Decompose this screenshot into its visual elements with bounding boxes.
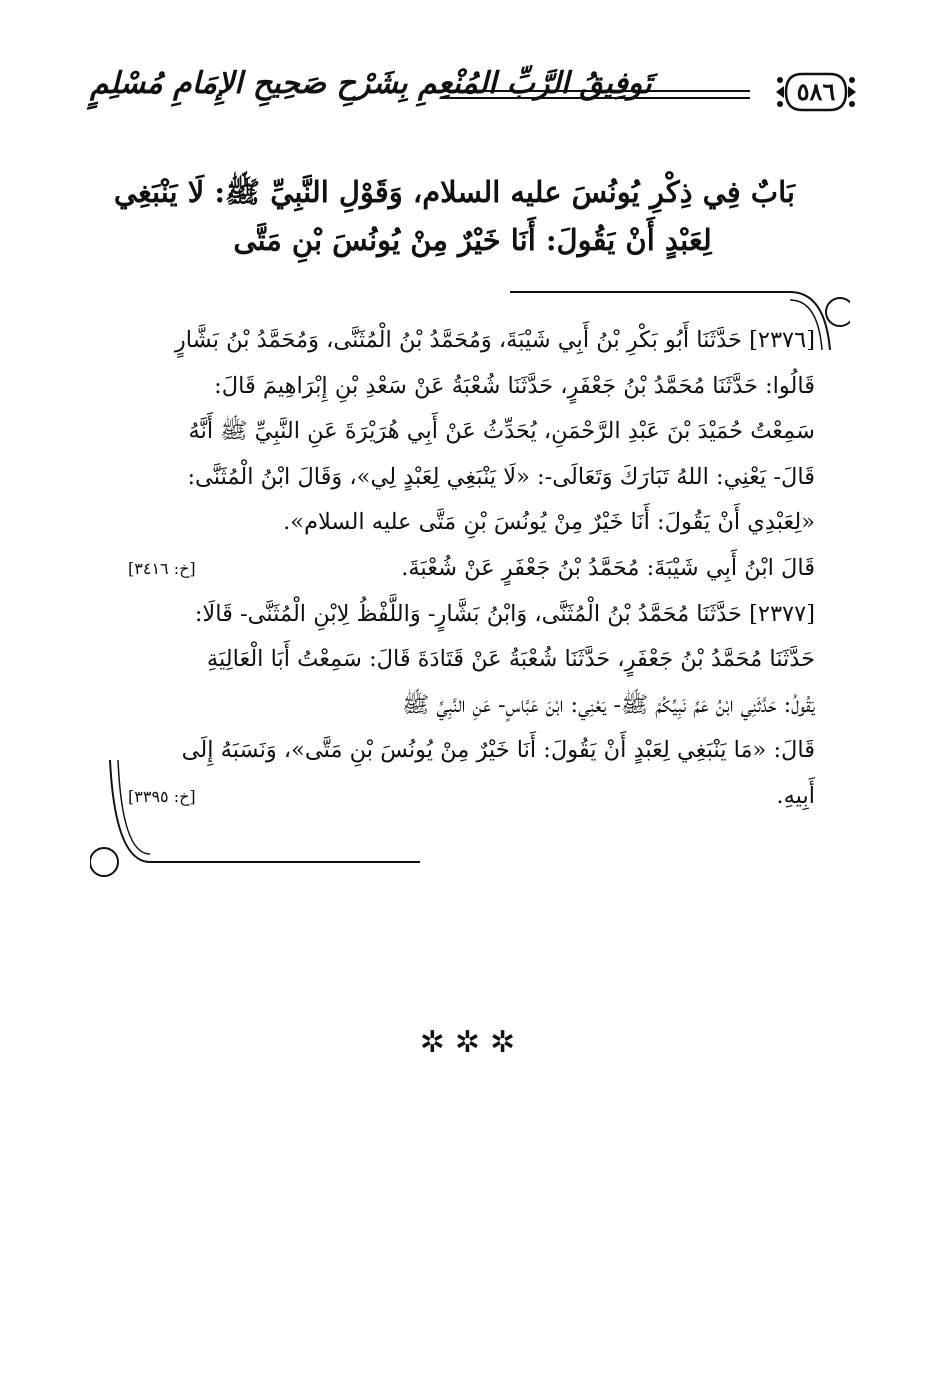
book-title: تَوفِيقُ الرَّبِّ المُنْعِمِ بِشَرْحِ صَحِيحِ الإِمَامِ مُسْلِمٍ	[90, 66, 652, 101]
text-line: أَبِيهِ.	[776, 782, 815, 809]
text-line: يَقُولُ: حَدَّثَنِي ابْنُ عَمِّ نَبِيِّكُمْ ﷺ- يَعْنِي: ابْنَ عَبَّاسٍ- عَنِ النَّبِيِّ ﷺ	[402, 691, 815, 718]
hadith-text	[128, 318, 815, 820]
section-separator: ✲✲✲	[419, 1025, 526, 1060]
text-line: قَالَ ابْنُ أَبِي شَيْبَةَ: مُحَمَّدُ بْنُ جَعْفَرٍ عَنْ شُعْبَةَ.	[401, 554, 815, 581]
page-number-badge	[772, 68, 860, 116]
header-rule	[440, 97, 750, 99]
text-line: «لِعَبْدِي أَنْ يَقُولَ: أَنَا خَيْرٌ مِنْ يُونُسَ بْنِ مَتَّى عليه السلام».	[283, 509, 815, 536]
page-header	[90, 62, 860, 126]
text-line: قَالُوا: حَدَّثَنَا مُحَمَّدُ بْنُ جَعْفَرٍ، حَدَّثَنَا شُعْبَةُ عَنْ سَعْدِ بْنِ إِبْرَاهِيمَ قَالَ:	[214, 372, 815, 399]
reference-note: [خ: ٣٤١٦]	[128, 558, 196, 578]
header-rule	[440, 90, 750, 92]
text-line: قَالَ- يَعْنِي: اللهُ تَبَارَكَ وَتَعَالَى-: «لَا يَنْبَغِي لِعَبْدٍ لِي»، وَقَالَ ابْنُ الْمُثَنَّى:	[187, 463, 815, 490]
chapter-heading-line: لِعَبْدٍ أَنْ يَقُولَ: أَنَا خَيْرٌ مِنْ يُونُسَ بْنِ مَتَّى	[233, 223, 712, 257]
text-line: [٢٣٧٦] حَدَّثَنَا أَبُو بَكْرِ بْنُ أَبِي شَيْبَةَ، وَمُحَمَّدُ بْنُ الْمُثَنَّى، وَمُحَمَّدُ بْنُ بَشَّارٍ	[174, 327, 815, 353]
text-line: حَدَّثَنَا مُحَمَّدُ بْنُ جَعْفَرٍ، حَدَّثَنَا شُعْبَةُ عَنْ قَتَادَةَ قَالَ: سَمِعْتُ أَبَا الْعَالِيَةِ	[206, 646, 815, 673]
chapter-heading-line: بَابٌ فِي ذِكْرِ يُونُسَ عليه السلام، وَقَوْلِ النَّبِيِّ ﷺ: لَا يَنْبَغِي	[113, 175, 795, 209]
text-line: سَمِعْتُ حُمَيْدَ بْنَ عَبْدِ الرَّحْمَنِ، يُحَدِّثُ عَنْ أَبِي هُرَيْرَةَ عَنِ النَّبِيِّ ﷺ أَنَّهُ	[188, 418, 815, 445]
text-line-with-ref	[128, 546, 815, 592]
text-line: قَالَ: «مَا يَنْبَغِي لِعَبْدٍ أَنْ يَقُولَ: أَنَا خَيْرٌ مِنْ يُونُسَ بْنِ مَتَّى»، وَنَسَبَهُ إِلَى	[181, 737, 815, 764]
chapter-heading	[113, 168, 795, 264]
reference-note: [خ: ٣٣٩٥]	[128, 786, 196, 806]
text-line-with-ref	[128, 774, 815, 820]
text-line: [٢٣٧٧] حَدَّثَنَا مُحَمَّدُ بْنُ الْمُثَنَّى، وَابْنُ بَشَّارٍ- وَاللَّفْظُ لِابْنِ الْمُثَنَّى- قَالَا:	[194, 600, 815, 627]
page-number: ٥٨٦	[796, 77, 836, 106]
